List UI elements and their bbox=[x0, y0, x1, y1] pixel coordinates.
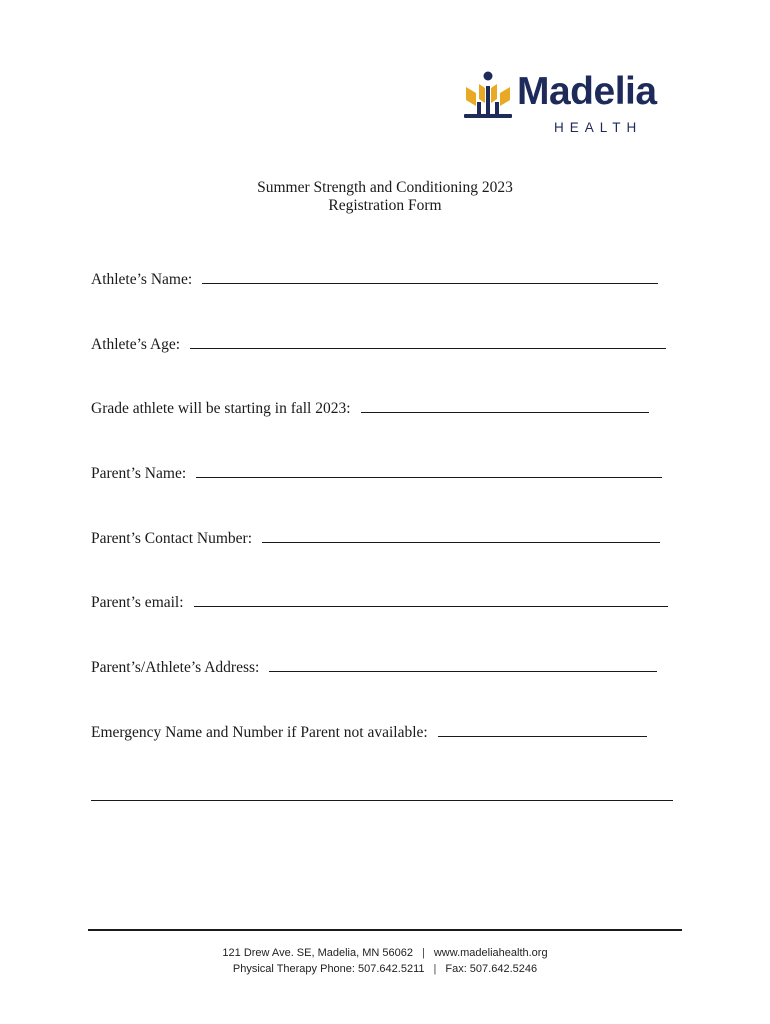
footer-divider bbox=[88, 929, 682, 931]
footer-separator: | bbox=[421, 947, 425, 959]
emergency-blank[interactable] bbox=[438, 723, 647, 737]
athlete-age-field bbox=[91, 335, 666, 353]
athlete-name-field bbox=[91, 270, 658, 288]
parent-email-label: Parent’s email: bbox=[91, 594, 184, 611]
logo-mark-icon bbox=[462, 70, 518, 122]
footer-fax: Fax: 507.642.5246 bbox=[445, 963, 538, 975]
address-blank[interactable] bbox=[269, 658, 657, 672]
grade-label: Grade athlete will be starting in fall 2023: bbox=[91, 400, 351, 417]
athlete-name-label: Athlete’s Name: bbox=[91, 271, 193, 288]
parent-name-label: Parent’s Name: bbox=[91, 465, 187, 482]
address-label: Parent’s/Athlete’s Address: bbox=[91, 659, 260, 676]
parent-email-field bbox=[91, 593, 668, 611]
madelia-health-logo bbox=[462, 70, 684, 140]
parent-name-field bbox=[91, 464, 662, 482]
parent-contact-blank[interactable] bbox=[262, 529, 660, 543]
emergency-continuation-blank[interactable] bbox=[91, 800, 673, 801]
emergency-label: Emergency Name and Number if Parent not available: bbox=[91, 724, 428, 741]
grade-field bbox=[91, 399, 649, 417]
footer-separator: | bbox=[433, 963, 437, 975]
footer-address: 121 Drew Ave. SE, Madelia, MN 56062 bbox=[222, 947, 413, 959]
footer-line-1 bbox=[0, 948, 770, 959]
emergency-field bbox=[91, 723, 647, 741]
grade-blank[interactable] bbox=[361, 399, 649, 413]
footer-website[interactable]: www.madeliahealth.org bbox=[433, 947, 548, 959]
address-field bbox=[91, 658, 657, 676]
parent-contact-field bbox=[91, 529, 660, 547]
footer-phone: Physical Therapy Phone: 507.642.5211 bbox=[232, 963, 425, 975]
footer-line-2 bbox=[0, 964, 770, 975]
logo-wordmark: Madelia bbox=[517, 70, 657, 113]
parent-email-blank[interactable] bbox=[194, 593, 668, 607]
logo-subtitle: HEALTH bbox=[554, 120, 643, 135]
parent-name-blank[interactable] bbox=[196, 464, 662, 478]
form-title: Summer Strength and Conditioning 2023 bbox=[257, 179, 513, 196]
athlete-name-blank[interactable] bbox=[202, 270, 658, 284]
form-subtitle: Registration Form bbox=[328, 197, 442, 214]
athlete-age-label: Athlete’s Age: bbox=[91, 336, 181, 353]
parent-contact-label: Parent’s Contact Number: bbox=[91, 530, 252, 547]
athlete-age-blank[interactable] bbox=[190, 335, 666, 349]
